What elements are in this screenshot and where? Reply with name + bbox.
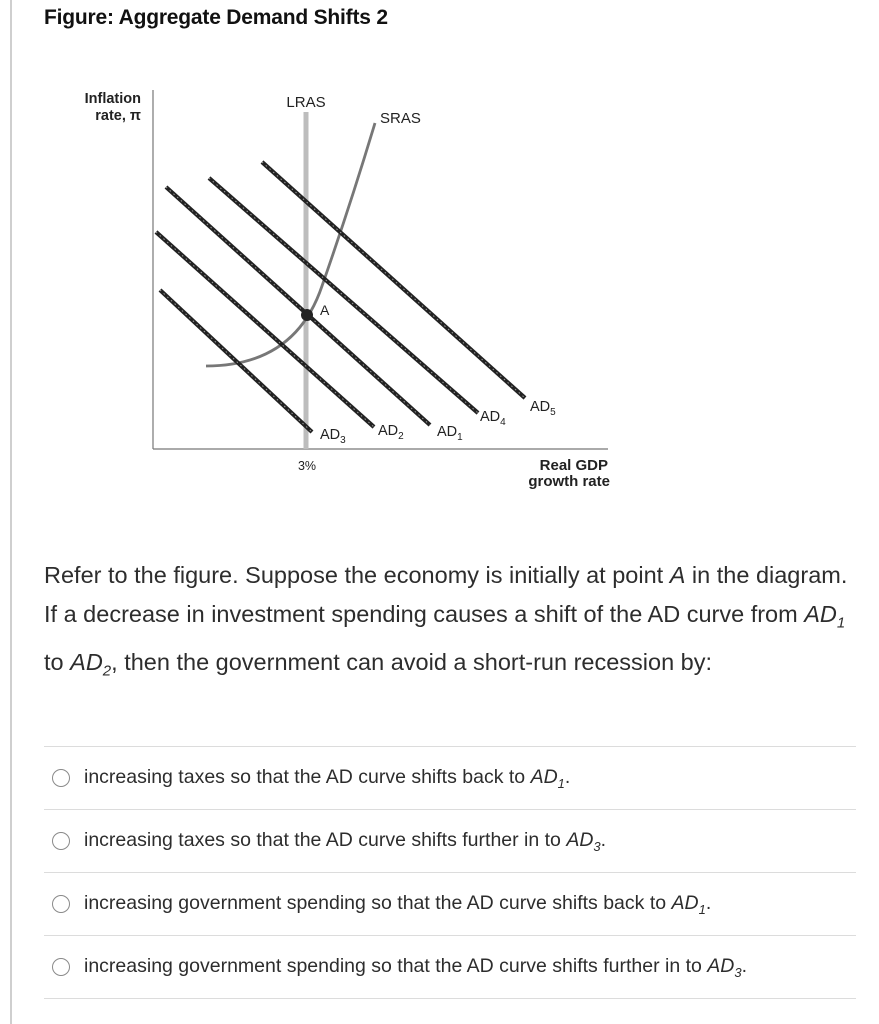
option-text: increasing government spending so that the AD curve shifts further in to $AD_3$. <box>84 954 748 980</box>
y-axis-label-line1: Inflation <box>84 91 141 107</box>
point-a-marker <box>301 309 313 321</box>
sras-label: SRAS <box>380 110 421 127</box>
radio-button[interactable] <box>52 769 70 787</box>
ad4-line <box>209 178 478 413</box>
radio-button[interactable] <box>52 958 70 976</box>
option-text: increasing taxes so that the AD curve shifts back to $AD_1$. <box>84 765 571 791</box>
answer-option[interactable] <box>44 809 856 872</box>
lras-label: LRAS <box>286 94 326 111</box>
ad5-label: $AD_5$ <box>530 399 556 418</box>
x-axis-label-line2: growth rate <box>528 473 610 490</box>
radio-button[interactable] <box>52 895 70 913</box>
ad1-line <box>166 187 430 425</box>
answer-options <box>44 746 856 999</box>
ad1-label: $AD_1$ <box>437 424 463 443</box>
answer-option[interactable] <box>44 872 856 935</box>
figure-diagram <box>60 80 640 500</box>
ad3-label: $AD_3$ <box>320 427 346 446</box>
y-axis-label-line2: rate, π <box>95 108 141 124</box>
answer-option[interactable] <box>44 746 856 809</box>
ad2-label: $AD_2$ <box>378 423 404 442</box>
left-border <box>10 0 12 1024</box>
option-text: increasing government spending so that the AD curve shifts back to $AD_1$. <box>84 891 712 917</box>
ad4-label: $AD_4$ <box>480 409 506 428</box>
x-tick-3pct: 3% <box>297 459 317 473</box>
radio-button[interactable] <box>52 832 70 850</box>
page-title: Figure: Aggregate Demand Shifts 2 <box>44 6 388 29</box>
question-text: Refer to the figure. Suppose the economy is initially at point A in the diagram. If a decrease in investment spending causes a shift of the AD curve from $AD_1$ to $AD_2$, then the government can avoid a short-run recession by: <box>44 562 848 680</box>
ad-shift-diagram <box>60 80 640 500</box>
x-axis-label-line1: Real GDP <box>539 457 608 474</box>
point-a-label: A <box>320 302 330 318</box>
option-text: increasing taxes so that the AD curve shifts further in to $AD_3$. <box>84 828 607 854</box>
answer-option[interactable] <box>44 935 856 999</box>
